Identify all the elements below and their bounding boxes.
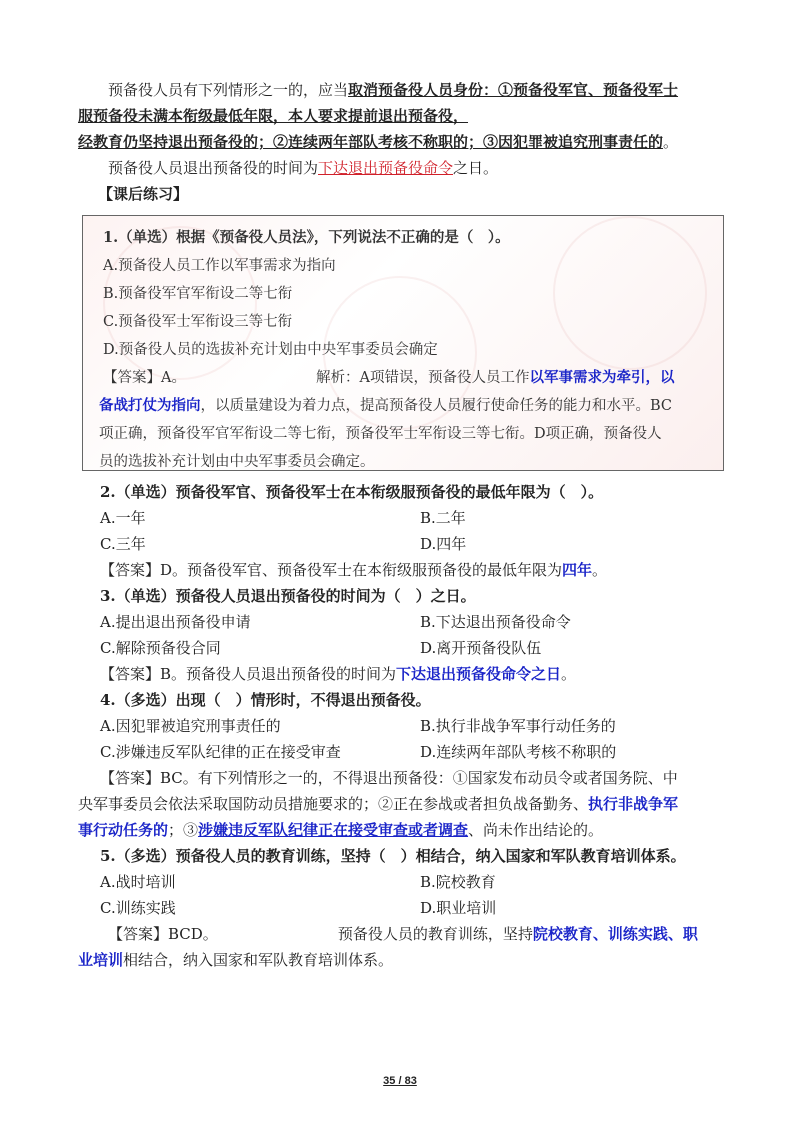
highlight-text: 备战打仗为指向 xyxy=(99,397,201,414)
page-number: 35 / 83 xyxy=(383,1075,417,1087)
option: C.训练实践 xyxy=(100,899,176,917)
option: C.三年 xyxy=(100,535,146,553)
option-row xyxy=(100,635,726,661)
underlined-text: 取消预备役人员身份：①预备役军官、预备役军士 xyxy=(348,81,679,99)
text: 预备役人员退出预备役的时间为 xyxy=(108,159,319,177)
option: B.执行非战争军事行动任务的 xyxy=(420,717,616,735)
highlight-text: 下达退出预备役命令 xyxy=(318,159,454,177)
highlight-text: 院校教育 xyxy=(532,925,593,943)
question-stem: 2.（单选）预备役军官、预备役军士在本衔级服预备役的最低年限为（ ）。 xyxy=(100,483,604,501)
text: 预备役人员有下列情形之一的，应当 xyxy=(108,81,349,99)
option-row xyxy=(100,505,726,531)
question-stem: 3.（单选）预备役人员退出预备役的时间为（ ）之日。 xyxy=(100,587,476,605)
highlight-text: 事行动任务的 xyxy=(78,821,169,839)
answer xyxy=(100,557,726,583)
option: C.解除预备役合同 xyxy=(100,639,221,657)
option: D.连续两年部队考核不称职的 xyxy=(420,743,617,761)
text: 、尚未作出结论的。 xyxy=(468,821,604,839)
highlight-text: 训练实践 xyxy=(607,925,668,943)
option: A.提出退出预备役申请 xyxy=(100,613,251,631)
question-1-image xyxy=(82,215,724,471)
paragraph-cancel-status xyxy=(78,77,726,155)
option: D.离开预备役队伍 xyxy=(420,639,542,657)
page-content xyxy=(78,77,726,973)
text: 相结合，纳入国家和军队教育培训体系。 xyxy=(123,951,394,969)
answer xyxy=(78,765,726,843)
option: A.预备役人员工作以军事需求为指向 xyxy=(103,258,336,274)
answer-line: 项正确，预备役军官军衔设二等七衔，预备役军士军衔设三等七衔。D项正确，预备役人 xyxy=(99,426,662,442)
option-row xyxy=(100,895,726,921)
option: A.战时培训 xyxy=(100,873,176,891)
option: B.院校教育 xyxy=(420,873,496,891)
option: D.四年 xyxy=(420,535,467,553)
answer-label: 【答案】BCD。 xyxy=(108,925,218,943)
text: 。 xyxy=(561,665,577,683)
answer xyxy=(100,661,726,687)
option-row xyxy=(100,739,726,765)
underlined-text: 经教育仍坚持退出预备役的；②连续两年部队考核不称职的；③因犯罪被追究刑事责任的 xyxy=(78,133,664,151)
paragraph-exit-time xyxy=(78,155,726,181)
text: 【答案】BC。有下列情形之一的，不得退出预备役：①国家发布动员令或者国务院、中 xyxy=(100,769,678,787)
text: 预备役人员的教育训练，坚持 xyxy=(337,925,533,943)
answer-line xyxy=(99,392,707,420)
text: 解析：A项错误，预备役人员工作 xyxy=(315,370,530,386)
highlight-text: 四年 xyxy=(562,561,593,579)
text: 【答案】B。预备役人员退出预备役的时间为 xyxy=(100,665,397,683)
highlight-text: 、 xyxy=(667,925,683,943)
highlight-text: 以军事需求为牵引，以 xyxy=(529,369,675,386)
option-row xyxy=(100,531,726,557)
text: 【答案】D。预备役军官、预备役军士在本衔级服预备役的最低年限为 xyxy=(100,561,563,579)
highlight-text: 下达退出预备役命令之日 xyxy=(396,665,562,683)
option: C.涉嫌违反军队纪律的正在接受审查 xyxy=(100,743,341,761)
text: 央军事委员会依法采取国防动员措施要求的；②正在参战或者担负战备勤务、 xyxy=(78,795,589,813)
section-title: 【课后练习】 xyxy=(98,185,189,203)
option: D.预备役人员的选拔补充计划由中央军事委员会确定 xyxy=(103,342,438,358)
option: C.预备役军士军衔设三等七衔 xyxy=(103,314,293,330)
option: B.预备役军官军衔设二等七衔 xyxy=(103,286,293,302)
text: 之日。 xyxy=(453,159,499,177)
answer xyxy=(78,921,726,973)
option: B.下达退出预备役命令 xyxy=(420,613,571,631)
text: 。 xyxy=(592,561,608,579)
highlight-text: 执行非战争军 xyxy=(588,795,679,813)
highlight-text: 涉嫌违反军队纪律正在接受审查或者调查 xyxy=(198,821,469,839)
question-stem: 5.（多选）预备役人员的教育训练，坚持（ ）相结合，纳入国家和军队教育培训体系。 xyxy=(100,847,686,865)
highlight-text: 业培训 xyxy=(78,951,124,969)
option-row xyxy=(100,869,726,895)
option: A.因犯罪被追究刑事责任的 xyxy=(100,717,281,735)
option-row xyxy=(100,713,726,739)
highlight-text: 职 xyxy=(682,925,698,943)
option-row xyxy=(100,609,726,635)
option: A.一年 xyxy=(100,509,146,527)
text: ，以质量建设为着力点，提高预备役人员履行使命任务的能力和水平。BC xyxy=(200,398,673,414)
text: 。 xyxy=(663,133,679,151)
option: B.二年 xyxy=(420,509,466,527)
answer-line: 员的选拔补充计划由中央军事委员会确定。 xyxy=(99,454,375,470)
answer-label: 【答案】A。 xyxy=(103,370,186,386)
option: D.职业培训 xyxy=(420,899,497,917)
question-stem: 1.（单选）根据《预备役人员法》，下列说法不正确的是（ ）。 xyxy=(103,229,510,246)
text: ；③ xyxy=(168,821,199,839)
underlined-text: 服预备役未满本衔级最低年限，本人要求提前退出预备役， xyxy=(78,107,469,125)
answer-line xyxy=(103,364,707,392)
question-stem: 4.（多选）出现（ ）情形时，不得退出预备役。 xyxy=(100,691,431,709)
highlight-text: 、 xyxy=(592,925,608,943)
